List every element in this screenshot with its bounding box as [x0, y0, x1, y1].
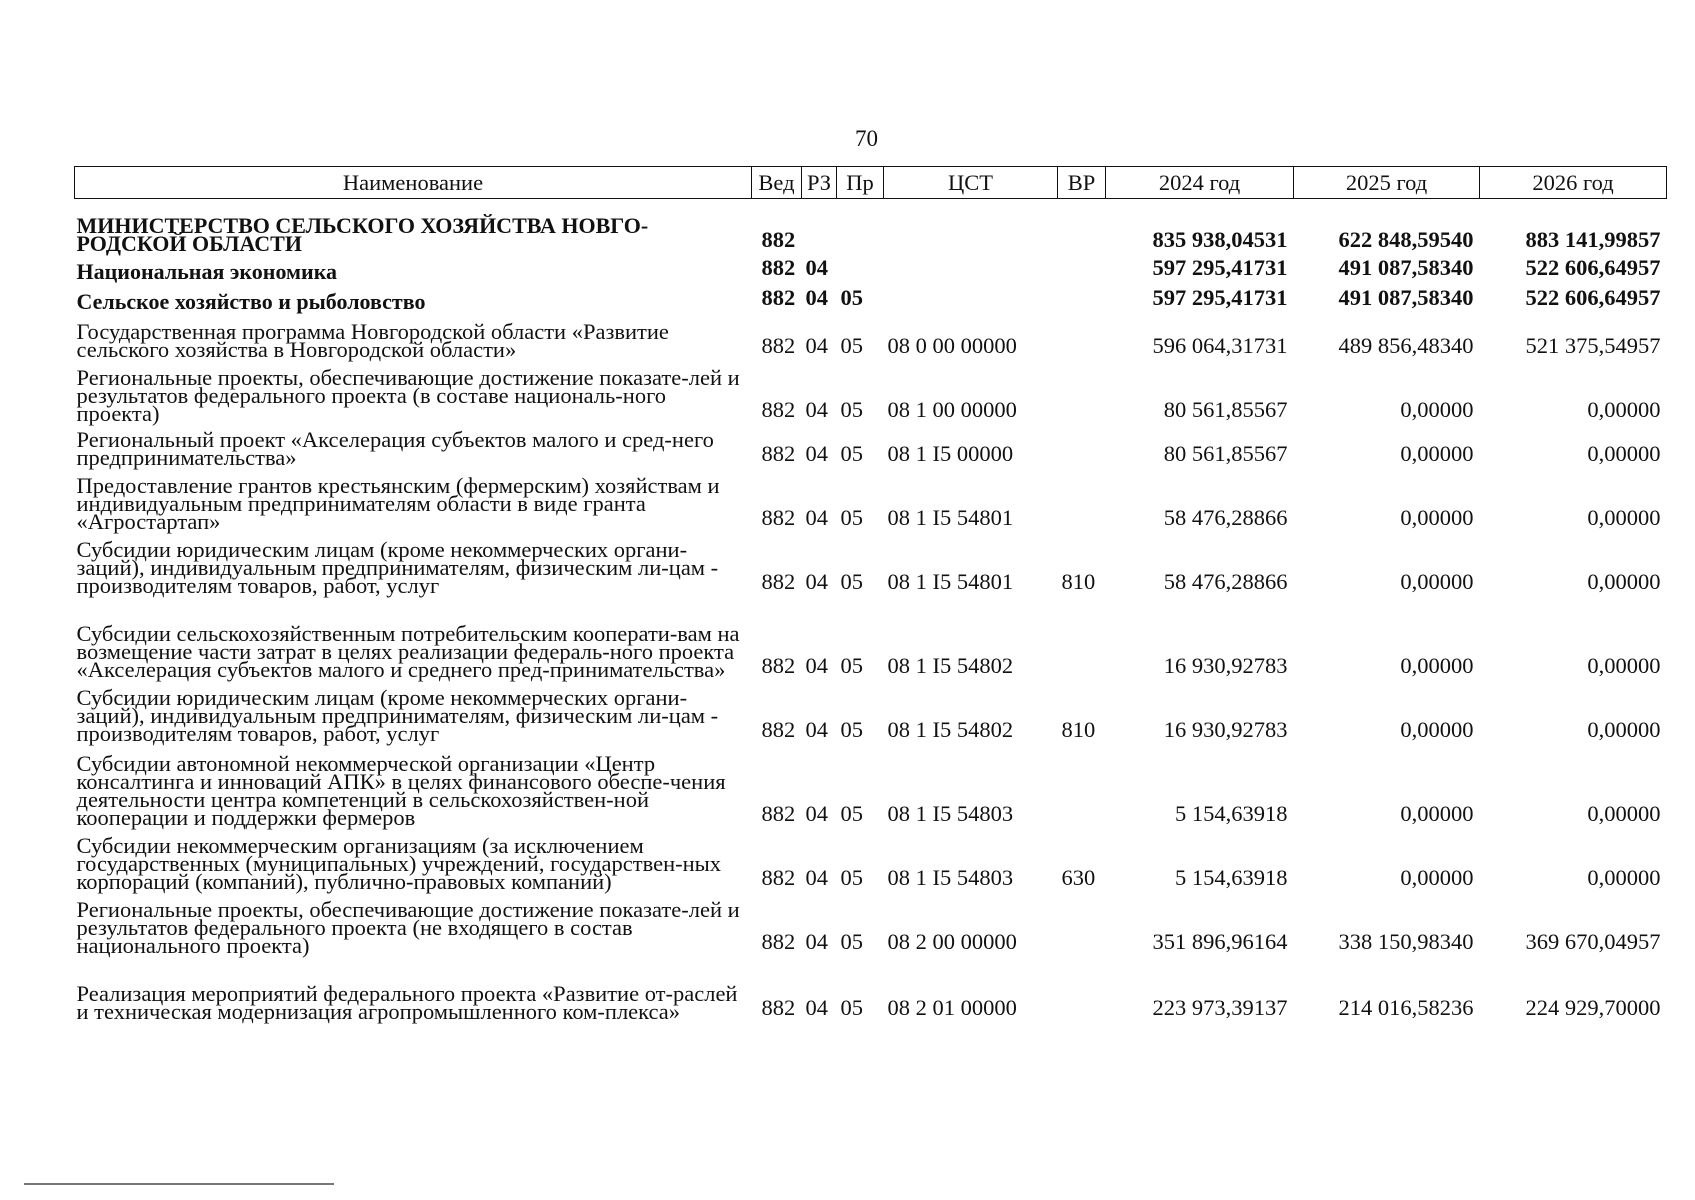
row-name: Субсидии сельскохозяйственным потребительским кооперати-вам на возмещение части затрат в целях реализации федераль-ного проекта «Акселерация субъектов малого и среднего пред-принимательства» — [76, 620, 740, 682]
row-name: МИНИСТЕРСТВО СЕЛЬСКОГО ХОЗЯЙСТВА НОВГО-РОДСКОЙ ОБЛАСТИ — [76, 212, 649, 256]
row-pr: 05 — [840, 284, 863, 310]
row-name: Сельское хозяйство и рыболовство — [76, 288, 426, 314]
row-2024: 80 561,85567 — [1163, 440, 1288, 466]
row-2024: 597 295,41731 — [1152, 254, 1288, 280]
row-cst: 08 1 I5 54801 — [887, 504, 1014, 530]
row-2026: 0,00000 — [1587, 440, 1661, 466]
row-name: Реализация мероприятий федерального проекта «Развитие от-раслей и техническая модернизация агропромышленного ком-плекса» — [76, 980, 738, 1024]
row-2024: 835 938,04531 — [1152, 226, 1288, 252]
row-rz: 04 — [805, 440, 828, 466]
row-pr — [837, 253, 884, 281]
row-2026: 224 929,70000 — [1525, 994, 1661, 1020]
row-2026: 522 606,64957 — [1525, 284, 1661, 310]
row-ved: 882 — [761, 396, 796, 422]
row-cst: 08 1 I5 00000 — [887, 440, 1014, 466]
row-ved: 882 — [761, 652, 796, 678]
header-name: Наименование — [75, 167, 752, 199]
row-name: Субсидии автономной некоммерческой организации «Центр консалтинга и инноваций АПК» в целях финансового обеспе-чения деятельности центра компетенций в сельскохозяйствен-ной кооперации и поддержки фермеров — [76, 750, 726, 830]
table-row — [75, 955, 1667, 1021]
row-cst: 08 1 I5 54803 — [887, 864, 1014, 890]
table-row — [75, 359, 1667, 423]
table-row — [75, 423, 1667, 467]
row-2026: 369 670,04957 — [1525, 928, 1661, 954]
row-cst: 08 2 01 00000 — [887, 994, 1017, 1020]
row-name: Региональный проект «Акселерация субъектов малого и сред-него предпринимательства» — [76, 426, 714, 470]
row-ved: 882 — [761, 716, 796, 742]
row-vr — [1058, 955, 1106, 1021]
row-ved: 882 — [761, 864, 796, 890]
table-row — [75, 199, 1667, 253]
row-pr: 05 — [840, 568, 863, 594]
row-2025: 0,00000 — [1400, 568, 1474, 594]
table-header — [75, 167, 1667, 199]
row-vr: 630 — [1061, 864, 1096, 890]
row-pr: 05 — [840, 652, 863, 678]
table-row — [75, 743, 1667, 827]
row-vr: 810 — [1061, 716, 1096, 742]
row-2025: 338 150,98340 — [1338, 928, 1474, 954]
table-row — [75, 891, 1667, 955]
row-2025: 0,00000 — [1400, 396, 1474, 422]
row-name: Региональные проекты, обеспечивающие достижение показате-лей и результатов федерального проекта (не входящего в состав национального проекта) — [76, 896, 740, 958]
row-rz: 04 — [805, 332, 828, 358]
table-row — [75, 281, 1667, 311]
row-pr: 05 — [840, 716, 863, 742]
row-name: Региональные проекты, обеспечивающие достижение показате-лей и результатов федерального проекта (в составе националь-ного проекта) — [76, 364, 740, 426]
row-cst: 08 0 00 00000 — [887, 332, 1017, 358]
row-pr: 05 — [840, 396, 863, 422]
row-ved: 882 — [761, 254, 796, 280]
row-rz: 04 — [805, 716, 828, 742]
row-2024: 223 973,39137 — [1152, 994, 1288, 1020]
row-2024: 597 295,41731 — [1152, 284, 1288, 310]
table-row — [75, 827, 1667, 891]
row-ved: 882 — [761, 226, 796, 252]
page-number: 70 — [855, 126, 878, 151]
row-2026: 0,00000 — [1587, 864, 1661, 890]
row-pr: 05 — [840, 928, 863, 954]
row-vr — [1058, 253, 1106, 281]
row-cst: 08 1 I5 54801 — [887, 568, 1014, 594]
row-ved: 882 — [761, 332, 796, 358]
row-2024: 5 154,63918 — [1175, 864, 1288, 890]
row-name: Предоставление грантов крестьянским (фермерским) хозяйствам и индивидуальным предпринимателям области в виде гранта «Агростартап» — [76, 472, 720, 534]
row-rz: 04 — [805, 864, 828, 890]
row-2025: 489 856,48340 — [1338, 332, 1474, 358]
row-vr — [1058, 311, 1106, 359]
row-pr: 05 — [840, 440, 863, 466]
row-pr: 05 — [840, 332, 863, 358]
row-name: Государственная программа Новгородской области «Развитие сельского хозяйства в Новгородской области» — [76, 318, 669, 362]
row-2024: 596 064,31731 — [1152, 332, 1288, 358]
row-2025: 622 848,59540 — [1338, 226, 1474, 252]
table-row — [75, 531, 1667, 595]
row-pr: 05 — [840, 864, 863, 890]
row-2025: 0,00000 — [1400, 440, 1474, 466]
header-ved: Вед — [752, 167, 802, 199]
row-vr — [1058, 423, 1106, 467]
row-2026: 521 375,54957 — [1525, 332, 1661, 358]
row-vr — [1058, 891, 1106, 955]
row-rz: 04 — [805, 800, 828, 826]
header-pr: Пр — [837, 167, 884, 199]
row-ved: 882 — [761, 440, 796, 466]
header-rz: РЗ — [802, 167, 837, 199]
row-2026: 522 606,64957 — [1525, 254, 1661, 280]
row-vr — [1058, 359, 1106, 423]
row-2025: 0,00000 — [1400, 800, 1474, 826]
row-rz: 04 — [805, 396, 828, 422]
row-name: Субсидии юридическим лицам (кроме некоммерческих органи-заций), индивидуальным предпринимателям, физическим ли-цам - производителям товаров, работ, услуг — [76, 684, 719, 746]
row-cst — [884, 253, 1058, 281]
row-2026: 0,00000 — [1587, 716, 1661, 742]
row-rz: 04 — [805, 254, 828, 280]
row-name: Субсидии некоммерческим организациям (за исключением государственных (муниципальных) учреждений, государствен-ных корпораций (компаний), публично-правовых компаний) — [76, 832, 722, 894]
row-name: Субсидии юридическим лицам (кроме некоммерческих органи-заций), индивидуальным предпринимателям, физическим ли-цам - производителям товаров, работ, услуг — [76, 536, 719, 598]
row-2024: 16 930,92783 — [1163, 716, 1288, 742]
table-row — [75, 595, 1667, 679]
row-ved: 882 — [761, 994, 796, 1020]
row-ved: 882 — [761, 800, 796, 826]
table-row — [75, 253, 1667, 281]
row-pr: 05 — [840, 504, 863, 530]
row-cst — [884, 199, 1058, 253]
row-2024: 80 561,85567 — [1163, 396, 1288, 422]
budget-table — [74, 166, 1667, 1024]
row-2026: 0,00000 — [1587, 652, 1661, 678]
row-rz: 04 — [805, 504, 828, 530]
row-2024: 5 154,63918 — [1175, 800, 1288, 826]
row-2025: 0,00000 — [1400, 652, 1474, 678]
row-2024: 58 476,28866 — [1163, 568, 1288, 594]
header-2026: 2026 год — [1480, 167, 1667, 199]
row-vr: 810 — [1061, 568, 1096, 594]
row-2025: 0,00000 — [1400, 716, 1474, 742]
row-vr — [1058, 595, 1106, 679]
header-vr: ВР — [1058, 167, 1106, 199]
row-rz: 04 — [805, 928, 828, 954]
row-2025: 491 087,58340 — [1338, 254, 1474, 280]
row-cst: 08 1 I5 54802 — [887, 716, 1014, 742]
row-pr: 05 — [840, 800, 863, 826]
row-rz: 04 — [805, 284, 828, 310]
row-cst: 08 1 00 00000 — [887, 396, 1017, 422]
row-2024: 16 930,92783 — [1163, 652, 1288, 678]
row-2024: 58 476,28866 — [1163, 504, 1288, 530]
row-2024: 351 896,96164 — [1152, 928, 1288, 954]
row-pr — [837, 199, 884, 253]
row-2025: 214 016,58236 — [1338, 994, 1474, 1020]
row-vr — [1058, 743, 1106, 827]
row-2025: 0,00000 — [1400, 504, 1474, 530]
table-row — [75, 311, 1667, 359]
header-cst: ЦСТ — [884, 167, 1058, 199]
table-row — [75, 467, 1667, 531]
row-ved: 882 — [761, 568, 796, 594]
table-body — [75, 199, 1667, 1024]
row-ved: 882 — [761, 504, 796, 530]
row-name: Национальная экономика — [76, 258, 338, 284]
row-vr — [1058, 281, 1106, 311]
row-rz: 04 — [805, 994, 828, 1020]
row-2026: 0,00000 — [1587, 396, 1661, 422]
footer-divider — [24, 1183, 334, 1185]
header-2025: 2025 год — [1294, 167, 1480, 199]
row-cst: 08 1 I5 54803 — [887, 800, 1014, 826]
row-rz: 04 — [805, 568, 828, 594]
row-2026: 0,00000 — [1587, 800, 1661, 826]
row-cst — [884, 281, 1058, 311]
row-pr: 05 — [840, 994, 863, 1020]
header-2024: 2024 год — [1106, 167, 1294, 199]
row-cst: 08 2 00 00000 — [887, 928, 1017, 954]
row-ved: 882 — [761, 284, 796, 310]
row-2026: 0,00000 — [1587, 568, 1661, 594]
row-vr — [1058, 467, 1106, 531]
table-row — [75, 679, 1667, 743]
row-cst: 08 1 I5 54802 — [887, 652, 1014, 678]
row-vr — [1058, 199, 1106, 253]
row-rz: 04 — [805, 652, 828, 678]
row-2025: 491 087,58340 — [1338, 284, 1474, 310]
row-2026: 0,00000 — [1587, 504, 1661, 530]
row-2025: 0,00000 — [1400, 864, 1474, 890]
row-2026: 883 141,99857 — [1525, 226, 1661, 252]
row-rz — [802, 199, 837, 253]
row-ved: 882 — [761, 928, 796, 954]
